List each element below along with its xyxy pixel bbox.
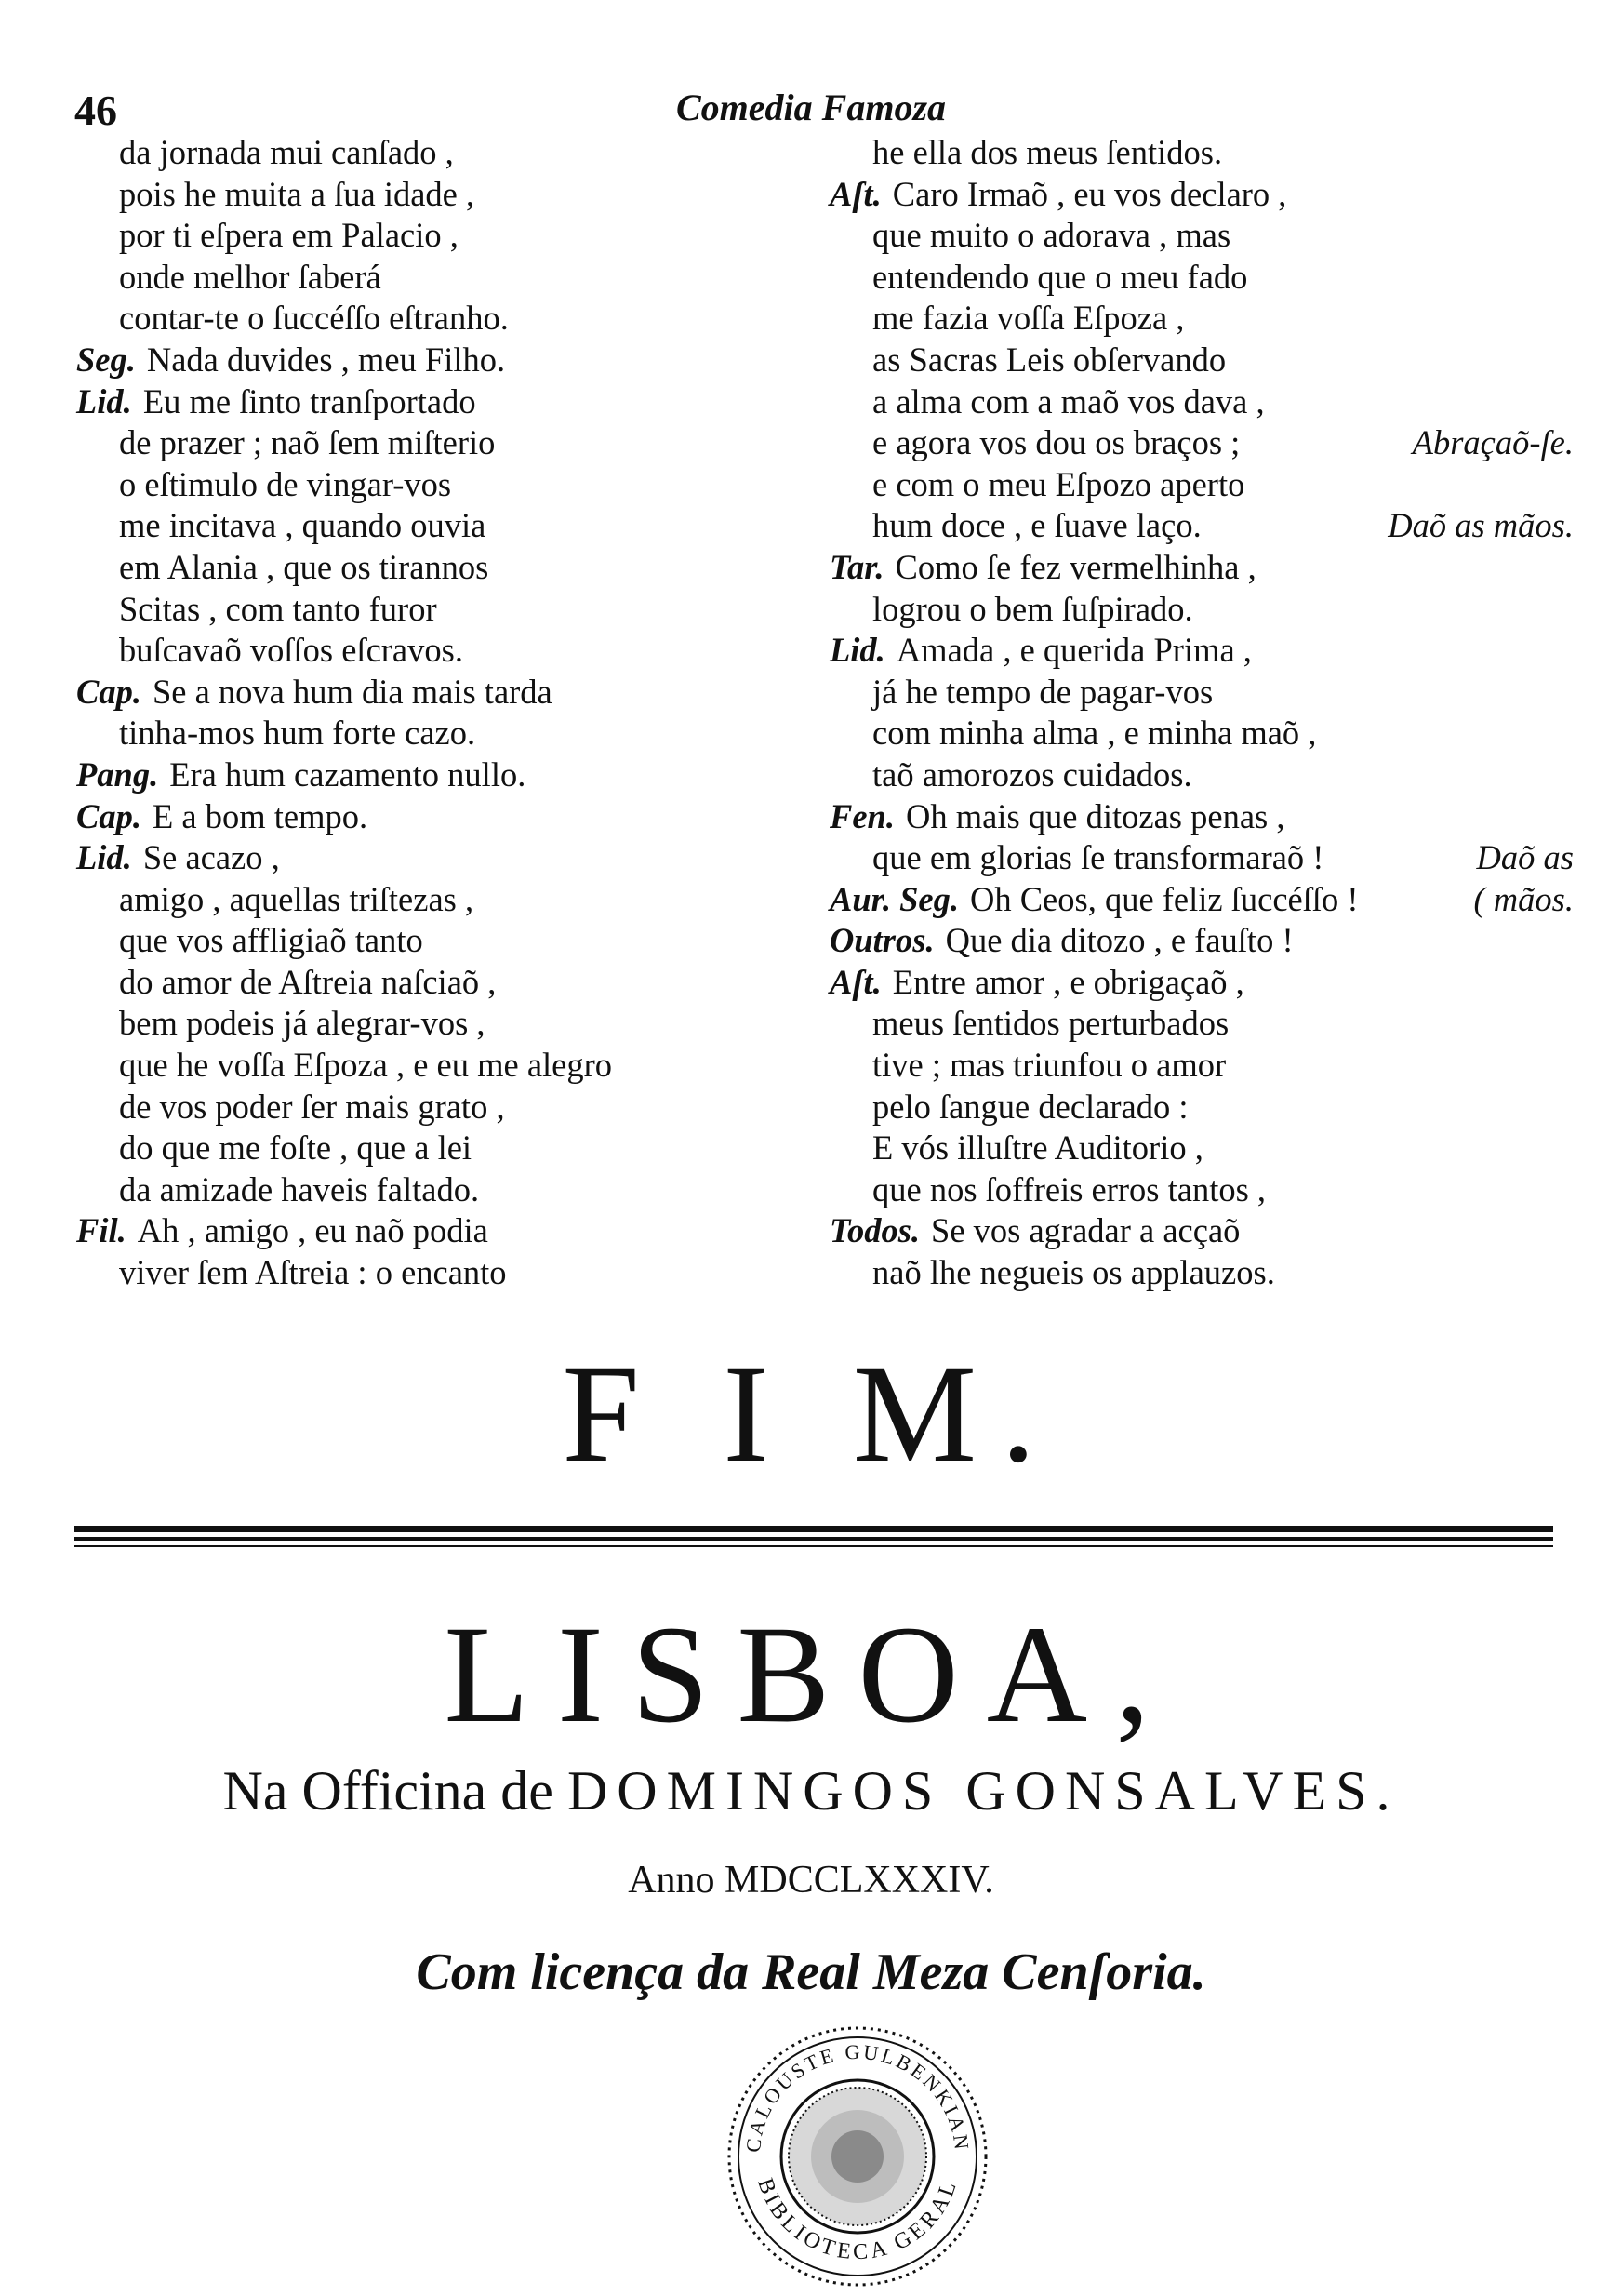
speaker-name: Pang.	[76, 754, 159, 794]
verse-text: já he tempo de pagar-vos	[872, 672, 1214, 711]
verse-text: o eſtimulo de vingar-vos	[119, 464, 452, 503]
verse-line	[830, 1087, 1574, 1128]
verse-line	[830, 754, 1574, 796]
verse-text: Scitas , com tanto furor	[119, 589, 437, 628]
verse-text: da amizade haveis faltado.	[119, 1169, 480, 1208]
running-title: Comedia Famoza	[675, 87, 947, 128]
verse-text: he ella dos meus ſentidos.	[872, 133, 1223, 171]
speaker-name: Outros.	[830, 921, 935, 960]
verse-line	[76, 1045, 764, 1087]
verse-line	[830, 257, 1574, 299]
imprint-licence: Com licença da Real Meza Cenſoria.	[416, 1943, 1206, 2001]
verse-line	[830, 547, 1574, 589]
verse-text: taõ amorozos cuidados.	[872, 754, 1192, 794]
left-column	[76, 132, 764, 1294]
verse-text: hum doce , e ſuave laço.	[872, 506, 1202, 545]
speaker-name: Fil.	[76, 1211, 126, 1250]
printer-name: DOMINGOS GONSALVES.	[566, 1760, 1400, 1822]
speaker-name: Aſt.	[830, 962, 882, 1001]
verse-text: Era hum cazamento nullo.	[169, 754, 526, 794]
imprint-officina	[0, 1760, 1622, 1822]
divider-rule-thin	[74, 1545, 1553, 1547]
verse-text: de prazer ; naõ ſem miſterio	[119, 423, 496, 462]
verse-line	[76, 547, 764, 589]
verse-text: buſcavaõ voſſos eſcravos.	[119, 631, 463, 670]
divider-rule-thick	[74, 1526, 1553, 1532]
verse-text: contar-te o ſuccéſſo eſtranho.	[119, 299, 509, 338]
verse-text: E vós illuſtre Auditorio ,	[872, 1128, 1203, 1168]
verse-line	[830, 672, 1574, 714]
verse-text: da jornada mui canſado ,	[119, 133, 454, 171]
verse-line	[76, 879, 764, 921]
verse-text: viver ſem Aſtreia : o encanto	[119, 1253, 507, 1292]
verse-text: meus ſentidos perturbados	[872, 1004, 1230, 1043]
page-number: 46	[74, 87, 117, 134]
verse-line	[76, 713, 764, 754]
verse-line	[830, 879, 1574, 921]
verse-text: Caro Irmaõ , eu vos declaro ,	[892, 174, 1287, 213]
officina-prefix: Na Officina de	[222, 1760, 567, 1822]
verse-text: em Alania , que os tirannos	[119, 547, 489, 586]
verse-line	[76, 215, 764, 257]
stage-direction: Daõ as	[1476, 838, 1574, 877]
verse-line	[830, 1252, 1574, 1294]
verse-text: Amada , e querida Prima ,	[896, 631, 1252, 670]
verse-text: Se acazo ,	[142, 838, 280, 877]
verse-line	[76, 1003, 764, 1045]
verse-line	[76, 505, 764, 547]
verse-text: tive ; mas triunfou o amor	[872, 1046, 1227, 1085]
verse-line	[830, 505, 1574, 547]
speaker-name: Todos.	[830, 1211, 921, 1250]
verse-text: por ti eſpera em Palacio ,	[119, 216, 459, 255]
verse-text: pelo ſangue declarado :	[872, 1087, 1189, 1126]
speaker-name: Lid.	[76, 381, 132, 420]
verse-line	[830, 132, 1574, 174]
verse-text: E a bom tempo.	[152, 796, 368, 835]
verse-text: Ah , amigo , eu naõ podia	[137, 1211, 488, 1250]
verse-text: entendendo que o meu fado	[872, 257, 1248, 296]
verse-text: e agora vos dou os braços ;	[872, 423, 1241, 462]
speaker-name: Tar.	[830, 547, 884, 586]
verse-text: pois he muita a ſua idade ,	[119, 174, 475, 213]
verse-text: do que me foſte , que a lei	[119, 1128, 472, 1168]
stage-direction: Abraçaõ-ſe.	[1412, 423, 1574, 462]
verse-text: Entre amor , e obrigaçaõ ,	[892, 962, 1244, 1001]
library-stamp-icon	[718, 2017, 997, 2296]
verse-line	[830, 837, 1574, 879]
speaker-name: Aſt.	[830, 174, 882, 213]
imprint-city: LISBOA,	[444, 1597, 1178, 1752]
verse-line	[76, 837, 764, 879]
verse-text: naõ lhe negueis os applauzos.	[872, 1253, 1275, 1292]
verse-text: Como ſe fez vermelhinha ,	[895, 547, 1256, 586]
verse-text: Nada duvides , meu Filho.	[146, 340, 506, 379]
speaker-name: Seg.	[76, 340, 136, 379]
verse-text: Que dia ditozo , e fauſto !	[945, 921, 1294, 960]
end-title: F I M.	[562, 1337, 1060, 1491]
verse-line	[76, 1087, 764, 1128]
stage-direction: ( mãos.	[1473, 879, 1574, 918]
verse-line	[76, 962, 764, 1004]
verse-text: amigo , aquellas triſtezas ,	[119, 879, 474, 918]
verse-line	[76, 174, 764, 216]
verse-line	[830, 713, 1574, 754]
verse-text: tinha-mos hum forte cazo.	[119, 714, 476, 753]
verse-text: do amor de Aſtreia naſciaõ ,	[119, 962, 497, 1001]
verse-line	[830, 589, 1574, 631]
verse-line	[76, 920, 764, 962]
verse-line	[830, 340, 1574, 381]
verse-text: Oh Ceos, que feliz ſuccéſſo !	[969, 879, 1359, 918]
verse-line	[830, 1045, 1574, 1087]
verse-line	[830, 174, 1574, 216]
stamp-top-text: CALOUSTE GULBENKIAN	[740, 2039, 975, 2154]
imprint-year: Anno MDCCLXXXIV.	[628, 1859, 994, 1902]
speaker-name: Cap.	[76, 672, 141, 711]
verse-line	[830, 1128, 1574, 1169]
verse-line	[830, 1210, 1574, 1252]
verse-line	[76, 672, 764, 714]
verse-line	[76, 1210, 764, 1252]
divider-rule-mid	[74, 1537, 1553, 1541]
stamp-bottom-text: BIBLIOTECA GERAL	[752, 2175, 963, 2265]
verse-text: que he voſſa Eſpoza , e eu me alegro	[119, 1046, 613, 1085]
verse-text: bem podeis já alegrar-vos ,	[119, 1004, 485, 1043]
verse-line	[76, 754, 764, 796]
speaker-name: Lid.	[76, 838, 132, 877]
stage-direction: Daõ as mãos.	[1388, 506, 1574, 545]
verse-text: com minha alma , e minha maõ ,	[872, 714, 1317, 753]
speaker-name: Cap.	[76, 796, 141, 835]
verse-line	[830, 422, 1574, 464]
verse-line	[76, 257, 764, 299]
verse-text: Se vos agradar a acçaõ	[931, 1211, 1241, 1250]
verse-line	[76, 630, 764, 672]
verse-line	[830, 1169, 1574, 1211]
verse-text: me incitava , quando ouvia	[119, 506, 486, 545]
verse-text: e com o meu Eſpozo aperto	[872, 464, 1245, 503]
verse-text: me fazia voſſa Eſpoza ,	[872, 299, 1185, 338]
speaker-name: Fen.	[830, 796, 895, 835]
verse-line	[76, 1128, 764, 1169]
verse-text: que nos ſoffreis erros tantos ,	[872, 1169, 1267, 1208]
speaker-name: Aur. Seg.	[830, 879, 959, 918]
verse-line	[76, 1169, 764, 1211]
verse-line	[830, 381, 1574, 423]
verse-text: onde melhor ſaberá	[119, 257, 381, 296]
verse-line	[76, 340, 764, 381]
verse-text: Eu me ſinto tranſportado	[142, 381, 476, 420]
verse-line	[76, 132, 764, 174]
verse-text: Se a nova hum dia mais tarda	[152, 672, 552, 711]
verse-line	[830, 920, 1574, 962]
verse-line	[76, 381, 764, 423]
verse-text: Oh mais que ditozas penas ,	[905, 796, 1285, 835]
verse-line	[76, 464, 764, 506]
verse-line	[830, 464, 1574, 506]
verse-line	[76, 422, 764, 464]
verse-text: que muito o adorava , mas	[872, 216, 1231, 255]
verse-line	[76, 1252, 764, 1294]
verse-text: logrou o bem ſuſpirado.	[872, 589, 1193, 628]
verse-line	[76, 796, 764, 838]
verse-text: de vos poder ſer mais grato ,	[119, 1087, 505, 1126]
verse-line	[830, 1003, 1574, 1045]
verse-line	[76, 589, 764, 631]
verse-text: que em glorias ſe transformaraõ !	[872, 838, 1324, 877]
verse-line	[830, 630, 1574, 672]
verse-line	[830, 962, 1574, 1004]
verse-text: que vos affligiaõ tanto	[119, 921, 423, 960]
speaker-name: Lid.	[830, 631, 885, 670]
verse-text: a alma com a maõ vos dava ,	[872, 381, 1265, 420]
verse-line	[830, 215, 1574, 257]
verse-text: as Sacras Leis obſervando	[872, 340, 1227, 379]
verse-line	[830, 298, 1574, 340]
right-column	[830, 132, 1574, 1294]
verse-line	[76, 298, 764, 340]
verse-line	[830, 796, 1574, 838]
